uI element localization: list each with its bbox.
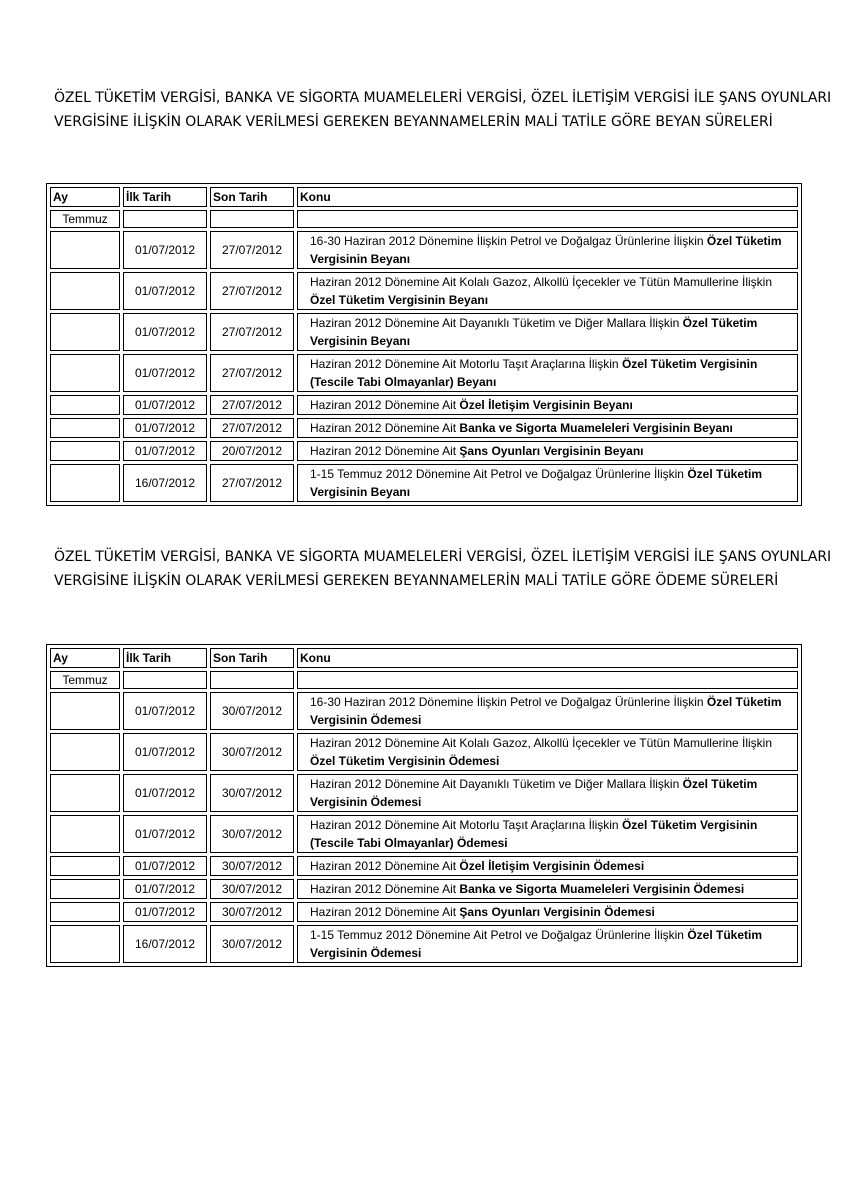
konu-bold-text: Şans Oyunları Vergisinin Beyanı	[459, 444, 644, 458]
konu-text: 16-30 Haziran 2012 Dönemine İlişkin Petrol ve Doğalgaz Ürünlerine İlişkin	[310, 695, 707, 709]
ilk-tarih-cell: 01/07/2012	[123, 856, 207, 876]
table-row	[50, 925, 798, 963]
table-header-row	[50, 187, 798, 207]
ay-cell	[50, 692, 120, 730]
konu-cell	[297, 313, 798, 351]
table-row	[50, 692, 798, 730]
konu-cell	[297, 902, 798, 922]
month-cell: Temmuz	[50, 671, 120, 689]
table-row	[50, 395, 798, 415]
ay-cell	[50, 856, 120, 876]
ilk-tarih-cell: 01/07/2012	[123, 733, 207, 771]
son-tarih-cell: 30/07/2012	[210, 879, 294, 899]
ay-cell	[50, 231, 120, 269]
table-row	[50, 856, 798, 876]
col-header-ay: Ay	[50, 187, 120, 207]
konu-text: Haziran 2012 Dönemine Ait	[310, 444, 460, 458]
table-row	[50, 464, 798, 502]
section2-heading-line1: ÖZEL TÜKETİM VERGİSİ, BANKA VE SİGORTA MUAMELELERİ VERGİSİ, ÖZEL İLETİŞİM VERGİSİ İLE ŞANS OYUNLARI	[54, 549, 832, 565]
ilk-tarih-cell: 01/07/2012	[123, 441, 207, 461]
son-tarih-cell: 30/07/2012	[210, 692, 294, 730]
konu-cell	[297, 856, 798, 876]
empty-cell	[210, 671, 294, 689]
konu-bold-text: Özel Tüketim Vergisinin Beyanı	[310, 316, 758, 348]
table-row	[50, 231, 798, 269]
konu-bold-text: Banka ve Sigorta Muameleleri Vergisinin Ödemesi	[459, 882, 745, 896]
empty-cell	[123, 671, 207, 689]
konu-text: Haziran 2012 Dönemine Ait Dayanıklı Tüketim ve Diğer Mallara İlişkin	[310, 777, 683, 791]
son-tarih-cell: 27/07/2012	[210, 272, 294, 310]
section1-heading	[54, 86, 832, 134]
table-row	[50, 354, 798, 392]
ay-cell	[50, 464, 120, 502]
son-tarih-cell: 30/07/2012	[210, 815, 294, 853]
konu-bold-text: Özel İletişim Vergisinin Beyanı	[459, 398, 633, 412]
son-tarih-cell: 30/07/2012	[210, 733, 294, 771]
konu-cell	[297, 231, 798, 269]
son-tarih-cell: 27/07/2012	[210, 395, 294, 415]
konu-cell	[297, 692, 798, 730]
table-row	[50, 313, 798, 351]
konu-bold-text: Özel Tüketim Vergisinin Ödemesi	[310, 777, 758, 809]
konu-text: Haziran 2012 Dönemine Ait Kolalı Gazoz, Alkollü İçecekler ve Tütün Mamullerine İlişkin	[310, 275, 772, 289]
konu-text: Haziran 2012 Dönemine Ait	[310, 905, 460, 919]
ay-cell	[50, 733, 120, 771]
konu-cell	[297, 441, 798, 461]
ay-cell	[50, 441, 120, 461]
table-header-row	[50, 648, 798, 668]
ay-cell	[50, 925, 120, 963]
konu-cell	[297, 272, 798, 310]
empty-cell	[210, 210, 294, 228]
ilk-tarih-cell: 01/07/2012	[123, 879, 207, 899]
ay-cell	[50, 313, 120, 351]
konu-text: Haziran 2012 Dönemine Ait Motorlu Taşıt Araçlarına İlişkin	[310, 357, 622, 371]
table-row	[50, 733, 798, 771]
konu-bold-text: Banka ve Sigorta Muameleleri Vergisinin Beyanı	[459, 421, 733, 435]
son-tarih-cell: 27/07/2012	[210, 313, 294, 351]
konu-bold-text: Özel Tüketim Vergisinin Ödemesi	[310, 928, 762, 960]
konu-cell	[297, 879, 798, 899]
table-row	[50, 272, 798, 310]
ilk-tarih-cell: 16/07/2012	[123, 925, 207, 963]
ilk-tarih-cell: 01/07/2012	[123, 231, 207, 269]
konu-text: 1-15 Temmuz 2012 Dönemine Ait Petrol ve Doğalgaz Ürünlerine İlişkin	[310, 467, 688, 481]
ay-cell	[50, 879, 120, 899]
ay-cell	[50, 902, 120, 922]
son-tarih-cell: 30/07/2012	[210, 856, 294, 876]
col-header-konu: Konu	[297, 187, 798, 207]
konu-bold-text: Özel Tüketim Vergisinin Beyanı	[310, 293, 489, 307]
ay-cell	[50, 774, 120, 812]
empty-cell	[297, 671, 798, 689]
table-row	[50, 774, 798, 812]
konu-bold-text: Özel Tüketim Vergisinin Ödemesi	[310, 695, 782, 727]
section2-heading	[54, 545, 832, 593]
konu-bold-text: Şans Oyunları Vergisinin Ödemesi	[459, 905, 655, 919]
ilk-tarih-cell: 01/07/2012	[123, 418, 207, 438]
konu-text: Haziran 2012 Dönemine Ait	[310, 882, 460, 896]
son-tarih-cell: 27/07/2012	[210, 418, 294, 438]
ilk-tarih-cell: 01/07/2012	[123, 815, 207, 853]
konu-cell	[297, 418, 798, 438]
col-header-ilk-tarih: İlk Tarih	[123, 648, 207, 668]
ilk-tarih-cell: 01/07/2012	[123, 272, 207, 310]
ay-cell	[50, 395, 120, 415]
ilk-tarih-cell: 01/07/2012	[123, 692, 207, 730]
section2-heading-line2: VERGİSİNE İLİŞKİN OLARAK VERİLMESİ GEREKEN BEYANNAMELERİN MALİ TATİLE GÖRE ÖDEME SÜRELERİ	[54, 573, 779, 589]
empty-cell	[123, 210, 207, 228]
konu-bold-text: Özel Tüketim Vergisinin Beyanı	[310, 467, 762, 499]
konu-cell	[297, 733, 798, 771]
konu-cell	[297, 395, 798, 415]
son-tarih-cell: 30/07/2012	[210, 774, 294, 812]
konu-text: Haziran 2012 Dönemine Ait Motorlu Taşıt Araçlarına İlişkin	[310, 818, 622, 832]
section1-heading-line2: VERGİSİNE İLİŞKİN OLARAK VERİLMESİ GEREKEN BEYANNAMELERİN MALİ TATİLE GÖRE BEYAN SÜRELERİ	[54, 114, 773, 130]
month-row	[50, 671, 798, 689]
son-tarih-cell: 30/07/2012	[210, 902, 294, 922]
konu-bold-text: Özel Tüketim Vergisinin (Tescile Tabi Olmayanlar) Ödemesi	[310, 818, 758, 850]
konu-cell	[297, 774, 798, 812]
col-header-ay: Ay	[50, 648, 120, 668]
declaration-deadlines-table	[46, 183, 802, 506]
ilk-tarih-cell: 01/07/2012	[123, 313, 207, 351]
konu-cell	[297, 925, 798, 963]
month-cell: Temmuz	[50, 210, 120, 228]
col-header-ilk-tarih: İlk Tarih	[123, 187, 207, 207]
konu-cell	[297, 815, 798, 853]
table-row	[50, 441, 798, 461]
table-row	[50, 902, 798, 922]
col-header-konu: Konu	[297, 648, 798, 668]
ay-cell	[50, 272, 120, 310]
ay-cell	[50, 815, 120, 853]
ilk-tarih-cell: 01/07/2012	[123, 902, 207, 922]
son-tarih-cell: 27/07/2012	[210, 231, 294, 269]
section1-heading-line1: ÖZEL TÜKETİM VERGİSİ, BANKA VE SİGORTA MUAMELELERİ VERGİSİ, ÖZEL İLETİŞİM VERGİSİ İLE ŞANS OYUNLARI	[54, 90, 832, 106]
konu-text: Haziran 2012 Dönemine Ait Dayanıklı Tüketim ve Diğer Mallara İlişkin	[310, 316, 683, 330]
konu-text: 16-30 Haziran 2012 Dönemine İlişkin Petrol ve Doğalgaz Ürünlerine İlişkin	[310, 234, 707, 248]
table-row	[50, 879, 798, 899]
konu-cell	[297, 354, 798, 392]
son-tarih-cell: 20/07/2012	[210, 441, 294, 461]
son-tarih-cell: 30/07/2012	[210, 925, 294, 963]
konu-bold-text: Özel Tüketim Vergisinin Ödemesi	[310, 754, 500, 768]
konu-cell	[297, 464, 798, 502]
ilk-tarih-cell: 16/07/2012	[123, 464, 207, 502]
son-tarih-cell: 27/07/2012	[210, 464, 294, 502]
ilk-tarih-cell: 01/07/2012	[123, 395, 207, 415]
konu-text: Haziran 2012 Dönemine Ait	[310, 398, 460, 412]
month-row	[50, 210, 798, 228]
col-header-son-tarih: Son Tarih	[210, 187, 294, 207]
ilk-tarih-cell: 01/07/2012	[123, 774, 207, 812]
ay-cell	[50, 354, 120, 392]
konu-bold-text: Özel İletişim Vergisinin Ödemesi	[459, 859, 645, 873]
konu-bold-text: Özel Tüketim Vergisinin Beyanı	[310, 234, 782, 266]
col-header-son-tarih: Son Tarih	[210, 648, 294, 668]
konu-text: 1-15 Temmuz 2012 Dönemine Ait Petrol ve Doğalgaz Ürünlerine İlişkin	[310, 928, 688, 942]
konu-text: Haziran 2012 Dönemine Ait	[310, 421, 460, 435]
table-row	[50, 418, 798, 438]
konu-bold-text: Özel Tüketim Vergisinin (Tescile Tabi Olmayanlar) Beyanı	[310, 357, 758, 389]
ilk-tarih-cell: 01/07/2012	[123, 354, 207, 392]
son-tarih-cell: 27/07/2012	[210, 354, 294, 392]
payment-deadlines-table	[46, 644, 802, 967]
empty-cell	[297, 210, 798, 228]
konu-text: Haziran 2012 Dönemine Ait	[310, 859, 460, 873]
table-row	[50, 815, 798, 853]
ay-cell	[50, 418, 120, 438]
konu-text: Haziran 2012 Dönemine Ait Kolalı Gazoz, Alkollü İçecekler ve Tütün Mamullerine İlişkin	[310, 736, 772, 750]
